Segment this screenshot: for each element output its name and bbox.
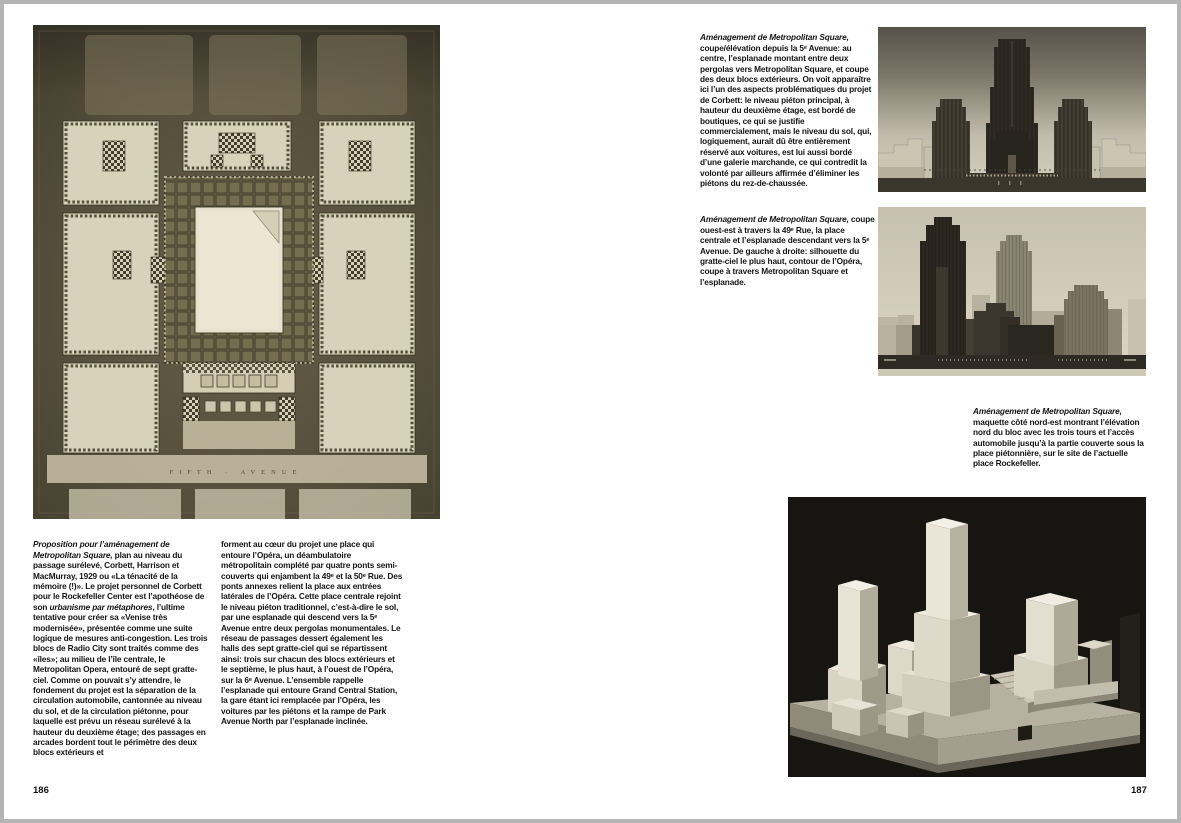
caption-text: maquette côté nord-est montrant l’élévation nord du bloc avec les trois tours et l’accès automobile jusqu’à la partie couverte sous la place piétonnière, sur le site de l’actuelle place Rockefeller.: [973, 416, 1144, 469]
caption-title: Aménagement de Metropolitan Square,: [700, 214, 849, 225]
metropolitan-square-plan-image: [33, 25, 440, 519]
caption-title: Aménagement de Metropolitan Square,: [973, 406, 1122, 417]
model-photo-svg: [788, 497, 1146, 777]
elevation2-svg: [878, 207, 1146, 376]
caption-west-east-section: [700, 214, 877, 287]
elevation1-svg: [878, 27, 1146, 192]
body-text: , l’ultime tentative pour créer sa «Venise très modernisée», présentée comme une suite logique de mesures anti-congestion. Les trois blocs de Radio City sont traités comme des «îles»; au milieu de l’île centrale, le Metropolitan Opera, entouré de sept gratte-ciel. Comme on pouvait s’y attendre, le fondement du projet est la séparation de la circulation automobile, cantonnée au niveau du sol, et de la circulation piétonne, pour laquelle est prévu un réseau surélevé à la hauteur du deuxième étage; des passages en arcades bordent tout le périmètre des deux blocs extérieurs et: [33, 601, 208, 758]
body-text-italic: urbanisme par métaphores: [49, 601, 153, 612]
elevation-image-fifth-avenue: [878, 27, 1146, 192]
section-image-west-east: [878, 207, 1146, 376]
body-column-2: forment au cœur du projet une place qui entoure l’Opéra, un déambulatoire métropolitain complété par quatre ponts semi-couverts qui enjambent la 49ᵉ et la 50ᵉ Rue. Des ponts annexes relient la place aux entrées latérales de l’Opéra. Cette place centrale rejoint le niveau piéton traditionnel, c’est-à-dire le sol, par une esplanade qui descend vers la 5ᵉ Avenue entre deux pergolas monumentales. Le réseau de passages dessert également les halls des sept gratte-ciel qui se répartissent ainsi: trois sur chacun des blocs extérieurs et le septième, le plus haut, à l’ouest de l’Opéra, sur la 6ᵉ Avenue. L’ensemble rappelle l’esplanade qui entoure Grand Central Station, la gare étant ici remplacée par l’Opéra, les voitures par les piétons et la rampe de Park Avenue North par l’esplanade inclinée.: [221, 539, 403, 727]
caption-title: Aménagement de Metropolitan Square,: [700, 32, 849, 43]
plan-svg: [33, 25, 440, 519]
caption-title: Proposition pour l’aménagement de Metropolitan Square,: [33, 539, 170, 560]
caption-model-photo: [973, 406, 1149, 468]
plan-street-label: FIFTH · AVENUE: [169, 469, 303, 476]
page-number-right: 187: [1131, 785, 1147, 796]
caption-text: coupe/élévation depuis la 5ᵉ Avenue: au centre, l’esplanade montant entre deux pergolas vers Metropolitan Square, et coupe des deux blocs extérieurs. On voit apparaître ici l’un des aspects problématiques du projet de Corbett: le niveau piéton principal, à hauteur du deuxième étage, est bordé de boutiques, ce qui se justifie commercialement, mais le niveau du sol, qui, logiquement, aurait dû être entièrement réservé aux voitures, est lui aussi bordé d’une galerie marchande, ce qui contredit la volonté par ailleurs affirmée d’éliminer les piétons du rez-de-chaussée.: [700, 42, 872, 188]
model-photo-image: [788, 497, 1146, 777]
body-text: plan au niveau du passage surélevé, Corbett, Harrison et MacMurray, 1929 ou «La ténacité de la mémoire (!)». Le projet personnel de Corbett pour le Rockefeller Center est l’apothéose de son: [33, 549, 205, 612]
caption-section-elevation: [700, 32, 875, 188]
page-number-left: 186: [33, 785, 49, 796]
body-column-1: [33, 539, 208, 758]
caption-text: coupe ouest-est à travers la 49ᵉ Rue, la place centrale et l’esplanade descendant vers la 5ᵉ Avenue. De gauche à droite: silhouette du gratte-ciel le plus haut, contour de l’Opéra, coupe à travers Metropolitan Square et l’esplanade.: [700, 214, 875, 287]
